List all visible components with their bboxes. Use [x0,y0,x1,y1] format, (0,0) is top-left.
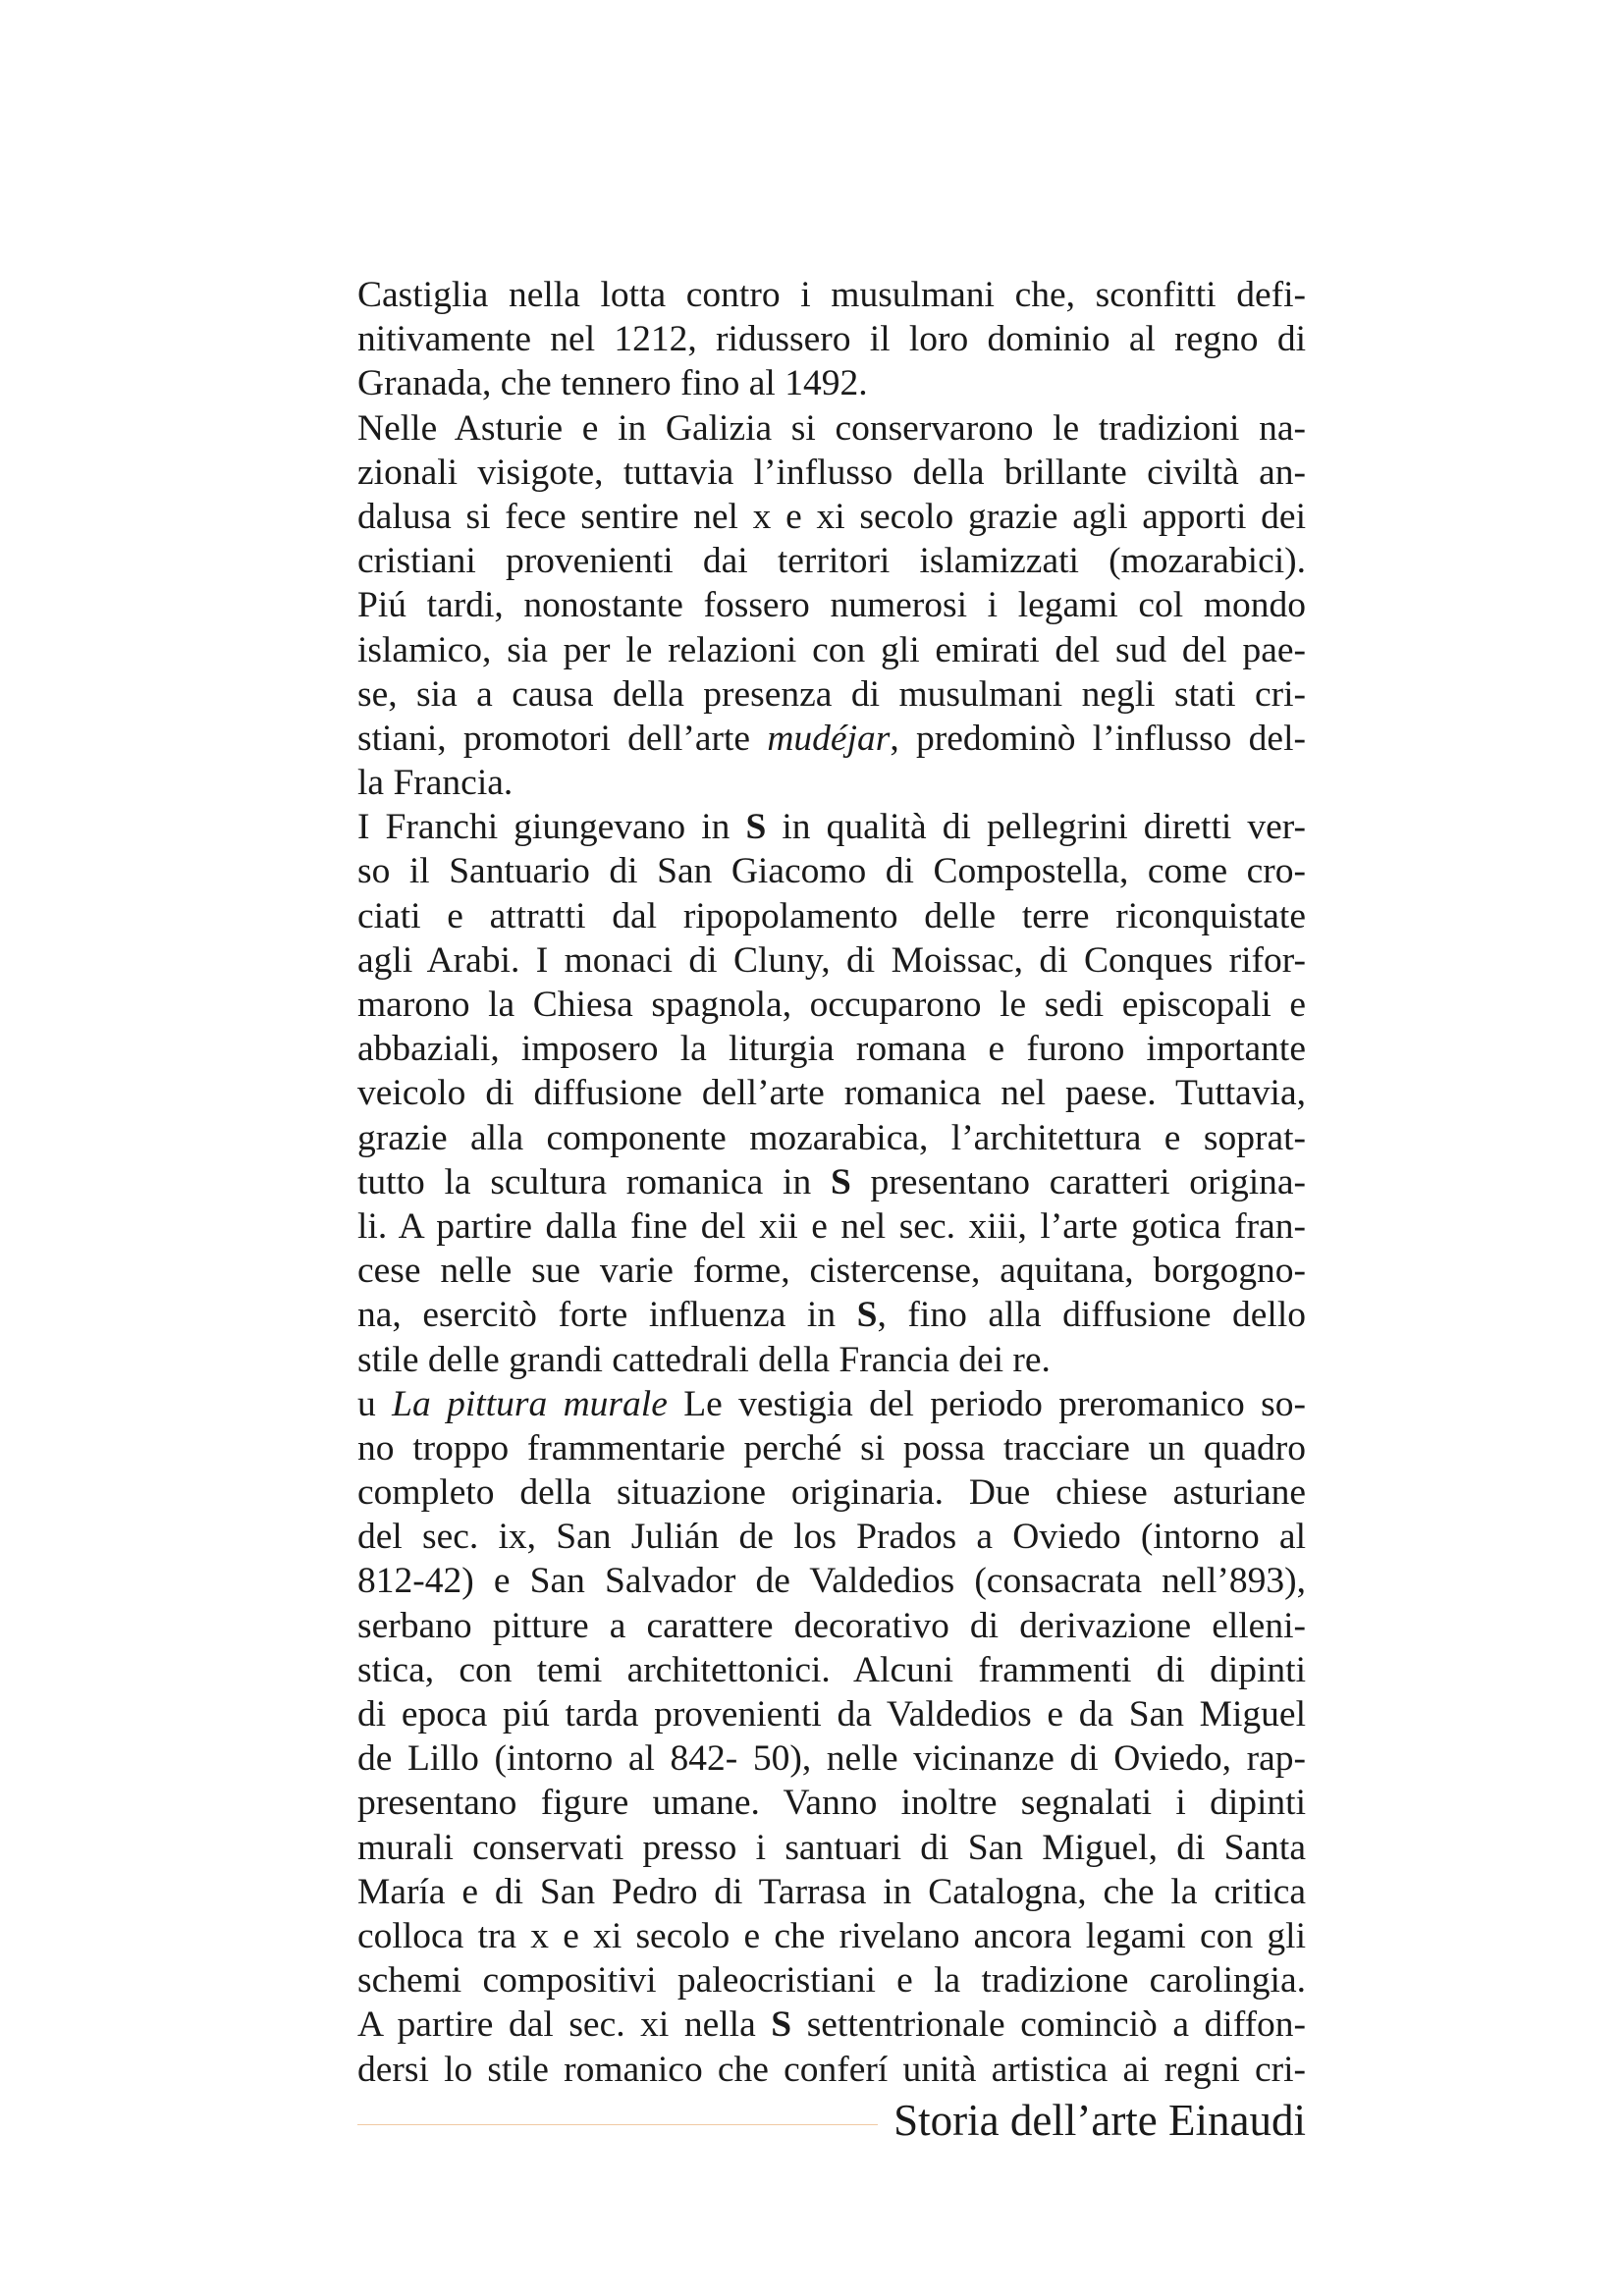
text-line: agli Arabi. I monaci di Cluny, di Moissac, di Conques rifor- [357,939,1306,981]
text-line: Castiglia nella lotta contro i musulmani che, sconfitti defi- [357,275,1306,315]
bullet-marker: u [357,1383,393,1424]
text-line: stile delle grandi cattedrali della Francia dei re. [357,1339,1051,1380]
bold-abbreviation: S [856,1295,878,1336]
text-line: no troppo frammentarie perché si possa tracciare un quadro [357,1427,1306,1468]
text-line: nitivamente nel 1212, ridussero il loro dominio al regno di [357,319,1306,360]
footer-divider [357,2124,878,2125]
text-line: ciati e attratti dal ripopolamento delle terre riconquistate [357,895,1306,936]
text-line: Granada, che tennero fino al 1492. [357,363,868,404]
publication-title: Storia dell’arte Einaudi [893,2096,1306,2145]
text-line: se, sia a causa della presenza di musulmani negli stati cri- [357,673,1306,715]
page-footer [357,2091,1306,2150]
body-text [357,273,1306,2092]
text-line: grazie alla componente mozarabica, l’architettura e soprat- [357,1117,1306,1158]
text-line: tutto la scultura romanica in S presentano caratteri origina- [357,1161,1307,1202]
text-line: zionali visigote, tuttavia l’influsso della brillante civiltà an- [357,452,1306,493]
text-line: cese nelle sue varie forme, cistercense, aquitana, borgogno- [357,1251,1306,1292]
text-line: stiani, promotori dell’arte mudéjar, predominò l’influsso del- [357,718,1306,759]
text-line: de Lillo (intorno al 842- 50), nelle vicinanze di Oviedo, rap- [357,1738,1306,1780]
text-line: María e di San Pedro di Tarrasa in Catalogna, che la critica [357,1871,1306,1912]
text-line: Piú tardi, nonostante fossero numerosi i legami col mondo [357,585,1306,626]
text-line: colloca tra x e xi secolo e che rivelano ancora legami con gli [357,1915,1306,1956]
italic-term: mudéjar [767,718,891,759]
text-line: dersi lo stile romanico che conferí unità artistica ai regni cri- [357,2049,1306,2090]
text-line: cristiani provenienti dai territori islamizzati (mozarabici). [357,541,1306,582]
text-line: marono la Chiesa spagnola, occuparono le sedi episcopali e [357,985,1306,1025]
text-line: murali conservati presso i santuari di San Miguel, di Santa [357,1827,1306,1868]
text-line: di epoca piú tarda provenienti da Valdedios e da San Miguel [357,1694,1306,1735]
bold-abbreviation: S [745,807,767,848]
text-line: presentano figure umane. Vanno inoltre segnalati i dipinti [357,1783,1306,1824]
text-line: dalusa si fece sentire nel x e xi secolo grazie agli apporti dei [357,496,1306,537]
text-line: li. A partire dalla fine del xii e nel sec. xiii, l’arte gotica fran- [357,1205,1306,1247]
text-line: veicolo di diffusione dell’arte romanica nel paese. Tuttavia, [357,1073,1306,1114]
text-line: stica, con temi architettonici. Alcuni frammenti di dipinti [357,1649,1306,1690]
text-line: islamico, sia per le relazioni con gli emirati del sud del pae- [357,629,1306,670]
text-line: u La pittura murale Le vestigia del periodo preromanico so- [357,1383,1306,1424]
text-line: Nelle Asturie e in Galizia si conservarono le tradizioni na- [357,407,1306,449]
text-line: completo della situazione originaria. Due chiese asturiane [357,1472,1306,1514]
text-line: 812-42) e San Salvador de Valdedios (consacrata nell’893), [357,1561,1306,1602]
bold-abbreviation: S [771,2004,792,2046]
text-line: serbano pitture a carattere decorativo di derivazione elleni- [357,1605,1306,1646]
bold-abbreviation: S [830,1161,851,1202]
text-line: A partire dal sec. xi nella S settentrionale cominciò a diffon- [357,2004,1306,2046]
text-line: so il Santuario di San Giacomo di Compostella, come cro- [357,851,1306,892]
text-line: na, esercitò forte influenza in S, fino alla diffusione dello [357,1295,1306,1336]
text-line: abbaziali, imposero la liturgia romana e furono importante [357,1029,1306,1070]
text-line: I Franchi giungevano in S in qualità di pellegrini diretti ver- [357,807,1306,848]
text-line: la Francia. [357,763,514,804]
text-line: del sec. ix, San Julián de los Prados a Oviedo (intorno al [357,1517,1306,1558]
text-line: schemi compositivi paleocristiani e la tradizione carolingia. [357,1960,1306,2002]
section-heading: La pittura murale [392,1383,668,1424]
